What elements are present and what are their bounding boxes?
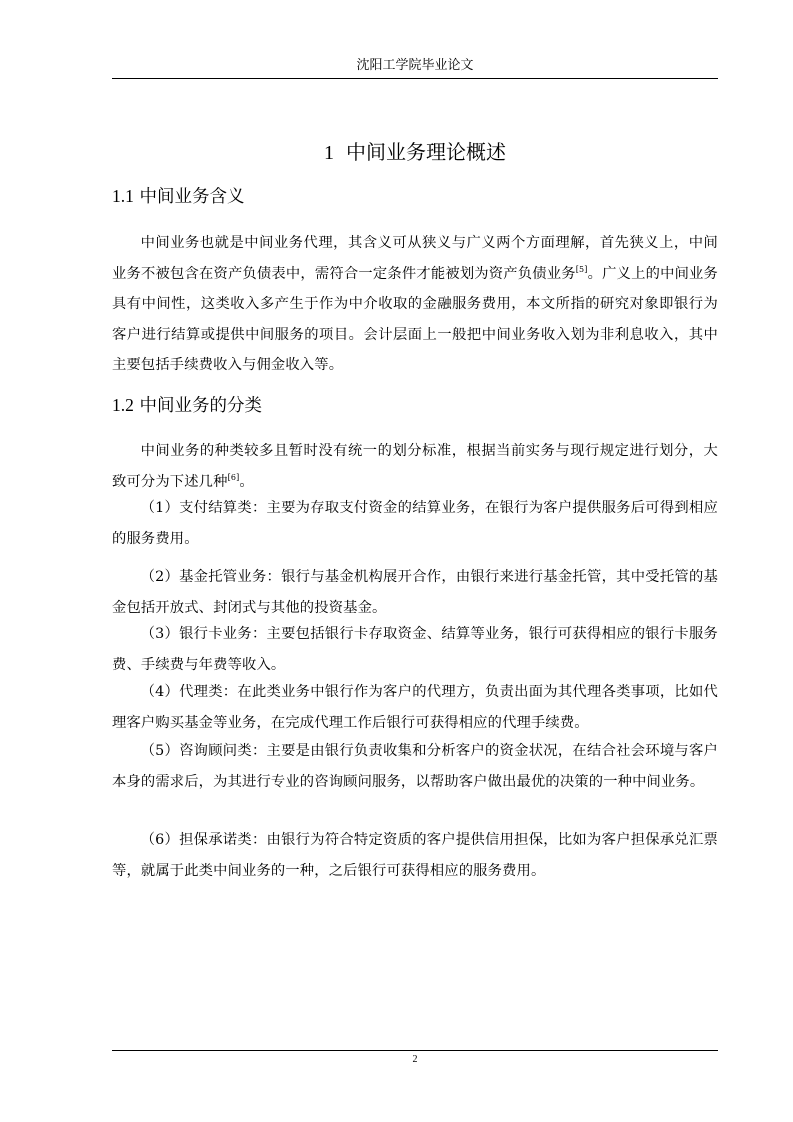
section-heading-text: 中间业务含义 [139,187,245,207]
header-rule [112,78,718,79]
list-item-consulting: （5）咨询顾问类：主要是由银行负责收集和分析客户的资金状况，在结合社会环境与客户本身的需求后，为其进行专业的咨询顾问服务，以帮助客户做出最优的决策的一种中间业务。 [112,743,718,790]
paragraph-definition [112,228,718,381]
running-header: 沈阳工学院毕业论文 [356,58,474,73]
paragraph-text-tail: 。广义上的中间业务具有中间性，这类收入多产生于作为中介收取的金融服务费用，本文所指的研究对象即银行为客户进行结算或提供中间服务的项目。会计层面上一般把中间业务收入划为非利息收入，其中主要包括手续费收入与佣金收入等。 [112,265,718,373]
chapter-title [112,139,718,166]
list-item-payment-settlement: （1）支付结算类：主要为存取支付资金的结算业务，在银行为客户提供服务后可得到相应的服务费用。 [112,500,718,547]
section-number: 1.2 [112,395,134,415]
citation-ref: [6] [227,472,240,482]
citation-ref: [5] [575,264,588,274]
paragraph-text: 中间业务的种类较多且暂时没有统一的划分标准，根据当前实务与现行规定进行划分，大致可分为下述几种 [112,443,718,490]
section-number: 1.1 [112,186,134,206]
chapter-number: 1 [324,142,334,164]
section-heading-text: 中间业务的分类 [139,396,262,416]
list-item-bank-card: （3）银行卡业务：主要包括银行卡存取资金、结算等业务，银行可获得相应的银行卡服务费、手续费与年费等收入。 [112,626,718,673]
chapter-title-text: 中间业务理论概述 [346,140,506,164]
page-number: 2 [412,1054,418,1065]
paragraph-text: 中间业务也就是中间业务代理，其含义可从狭义与广义两个方面理解，首先狭义上，中间业务不被包含在资产负债表中，需符合一定条件才能被划为资产负债业务 [112,235,718,282]
paragraph-classification-intro [112,436,718,497]
section-heading-1-1 [112,185,244,208]
footer-rule [112,1050,718,1051]
list-item-agency: （4）代理类：在此类业务中银行作为客户的代理方，负责出面为其代理各类事项，比如代理客户购买基金等业务，在完成代理工作后银行可获得相应的代理手续费。 [112,684,718,731]
section-heading-1-2 [112,394,262,417]
paragraph-text-tail: 。 [239,473,254,490]
list-item-fund-custody: （2）基金托管业务：银行与基金机构展开合作，由银行来进行基金托管，其中受托管的基金包括开放式、封闭式与其他的投资基金。 [112,569,718,616]
list-item-guarantee: （6）担保承诺类：由银行为符合特定资质的客户提供信用担保，比如为客户担保承兑汇票等，就属于此类中间业务的一种，之后银行可获得相应的服务费用。 [112,832,718,879]
